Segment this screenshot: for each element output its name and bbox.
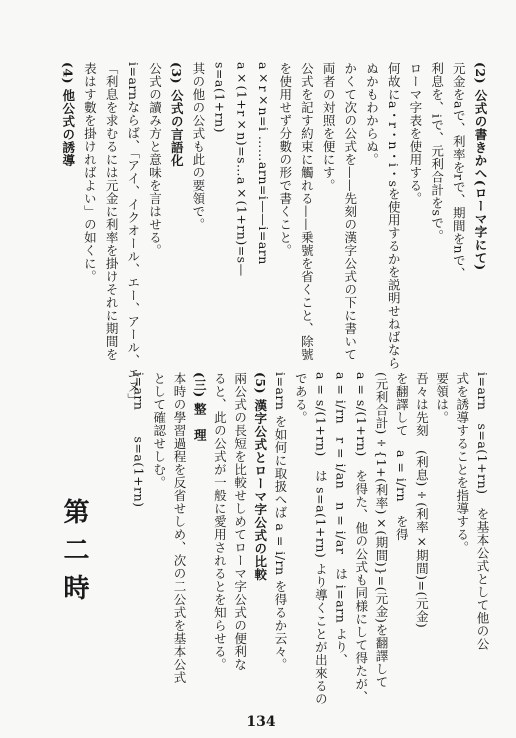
lower-text-line: (三) 整 理 [192, 372, 208, 442]
lower-text-line: a = i/rn r = i/an n = i/ar は i=arn より、 [333, 372, 349, 667]
upper-text-line: 其の他の公式も此の要領で。 [190, 62, 206, 231]
upper-text-line: ぬかもわからぬ。 [364, 62, 380, 166]
lower-text-line: 本時の學習過程を反省せしめ、次の二公式を基本公式 [172, 372, 187, 684]
page-number: 134 [246, 714, 276, 730]
upper-text-line: 公式の讀み方と意味を言はせる。 [147, 62, 163, 257]
lower-text-line: i=arn s=a(1+rn) を基本公式として他の公 [475, 372, 490, 651]
upper-text-line: a×r×n=i ……arn=i——i=arn [256, 62, 271, 265]
upper-text-line: (3) 公式の言語化 [169, 62, 185, 167]
lower-text-line: ると、此の公式が一般に愛用されるとを知らせる。 [212, 372, 228, 671]
lower-text-line: として確認せしむ。 [151, 372, 167, 489]
lower-text-line: i=arn s=a(1+rn) [131, 372, 147, 508]
upper-text-line: a×(1+r×n)=s…a×(1+rn)=s— [234, 62, 250, 277]
lower-text-line: i=arn を如何に取扱へば a = i/rn を得るか云々。 [273, 372, 288, 671]
lower-text-line: を翻譯して a = i/rn を得 [394, 372, 410, 542]
lower-text-line: (5) 漢字公式とローマ字公式の比較 [252, 372, 268, 581]
lower-text-line: (元利合計)÷{1+(利率)×(期間)}=(元金)を翻譯して [374, 372, 389, 689]
upper-text-line: i=arnならば、「アイ、イクオール、エー、アール、エヌ」 [125, 62, 141, 407]
upper-text-line: 公式を記す約束に觸れる——乗號を省くこと、除號 [299, 62, 315, 361]
upper-text-line: を使用せず分數の形で書くこと。 [277, 62, 293, 257]
upper-text-line: 「利息を求むるには元金に利率を掛けそれに期間を [104, 62, 120, 361]
chapter-title: 第二時 [59, 498, 89, 612]
lower-text-line: 要領は。 [434, 372, 450, 424]
upper-text-line: 両者の対照を便にす。 [321, 62, 337, 192]
lower-text-line: 兩公式の長短を比較せしめてローマ字公式の便利な [232, 372, 248, 671]
upper-text-line: かくて次の公式を——先刻の漢字公式の下に書いて [342, 62, 358, 361]
upper-text-line: 元金をaで、利率をrで、期間をnで、 [451, 62, 467, 280]
lower-text-line: a = s/(1+rn) は s=a(1+rn) より導くことが出來るの [313, 372, 329, 706]
upper-text-line: 利息を、iで、元利合計をsで。 [429, 62, 445, 243]
upper-text-line: ローマ字表を使用する。 [407, 62, 423, 205]
upper-text-line: s=a(1+rn) [212, 62, 228, 134]
lower-text-line: である。 [293, 372, 309, 424]
upper-text-line: 表はす數を掛ければよい」の如くに。 [82, 62, 98, 283]
lower-text-line: a = s/(1+rn) を得た、他の公式も同様にして得たが、 [353, 372, 369, 704]
upper-text-line: (4) 他公式の誘導 [60, 62, 76, 167]
lower-text-line: 吾々は先刻 (利息)÷(利率×期間)=(元金) [414, 372, 430, 629]
upper-text-line: (2) 公式の書きかへ(ローマ字にて) [473, 62, 488, 271]
lower-text-line: 式を誘導することを指導する。 [454, 372, 470, 554]
upper-text-line: 何故にa・r・n・i・sを使用するかを説明せねばなら [386, 62, 402, 370]
